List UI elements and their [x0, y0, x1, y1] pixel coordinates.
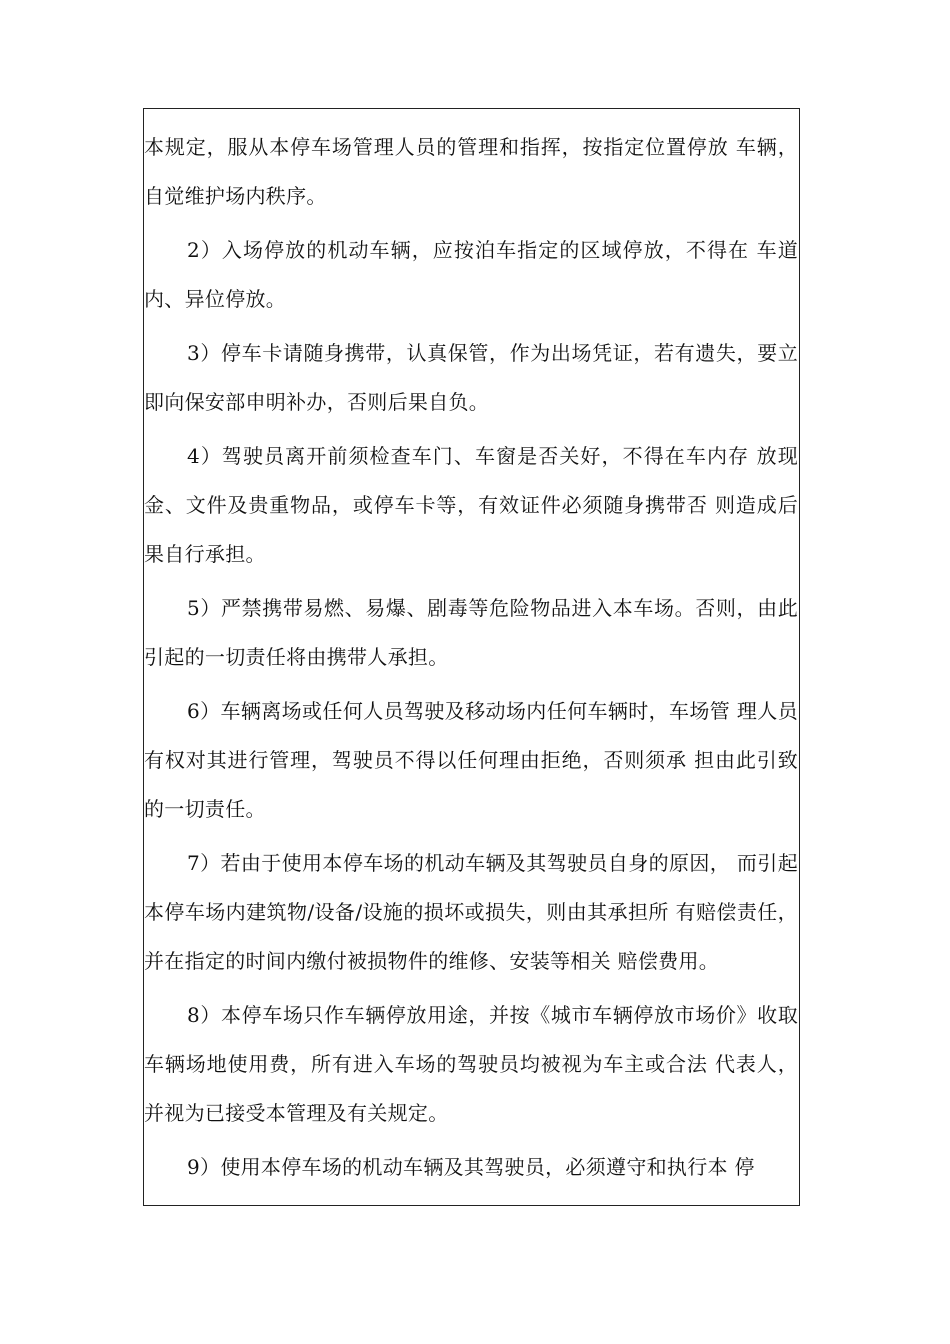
paragraph-rule-2: 2）入场停放的机动车辆，应按泊车指定的区域停放，不得在 车道内、异位停放。	[144, 238, 798, 311]
paragraph-continuation: 本规定，服从本停车场管理人员的管理和指挥，按指定位置停放 车辆，自觉维护场内秩序。	[144, 135, 798, 208]
paragraph-rule-9: 9）使用本停车场的机动车辆及其驾驶员，必须遵守和执行本 停	[187, 1155, 755, 1179]
paragraph-rule-5: 5）严禁携带易燃、易爆、剧毒等危险物品进入本车场。否则，由此引起的一切责任将由携带人承担。	[144, 596, 798, 669]
paragraph-rule-8: 8）本停车场只作车辆停放用途，并按《城市车辆停放市场价》收取车辆场地使用费，所有进入车场的驾驶员均被视为车主或合法 代表人，并视为已接受本管理及有关规定。	[144, 1003, 798, 1125]
paragraph-rule-3: 3）停车卡请随身携带，认真保管，作为出场凭证，若有遗失，要立即向保安部申明补办，否则后果自负。	[144, 341, 798, 414]
paragraph-rule-6: 6）车辆离场或任何人员驾驶及移动场内任何车辆时，车场管 理人员有权对其进行管理，驾驶员不得以任何理由拒绝，否则须承 担由此引致的一切责任。	[144, 699, 798, 821]
paragraph-rule-4: 4）驾驶员离开前须检查车门、车窗是否关好，不得在车内存 放现金、文件及贵重物品，或停车卡等，有效证件必须随身携带否 则造成后果自行承担。	[144, 444, 798, 566]
document-frame	[143, 108, 800, 1206]
document-body	[144, 123, 800, 1197]
paragraph-rule-7: 7）若由于使用本停车场的机动车辆及其驾驶员自身的原因， 而引起本停车场内建筑物/设备/设施的损坏或损失，则由其承担所 有赔偿责任，并在指定的时间内缴付被损物件的维修、安装等相关 赔偿费用。	[144, 851, 798, 973]
